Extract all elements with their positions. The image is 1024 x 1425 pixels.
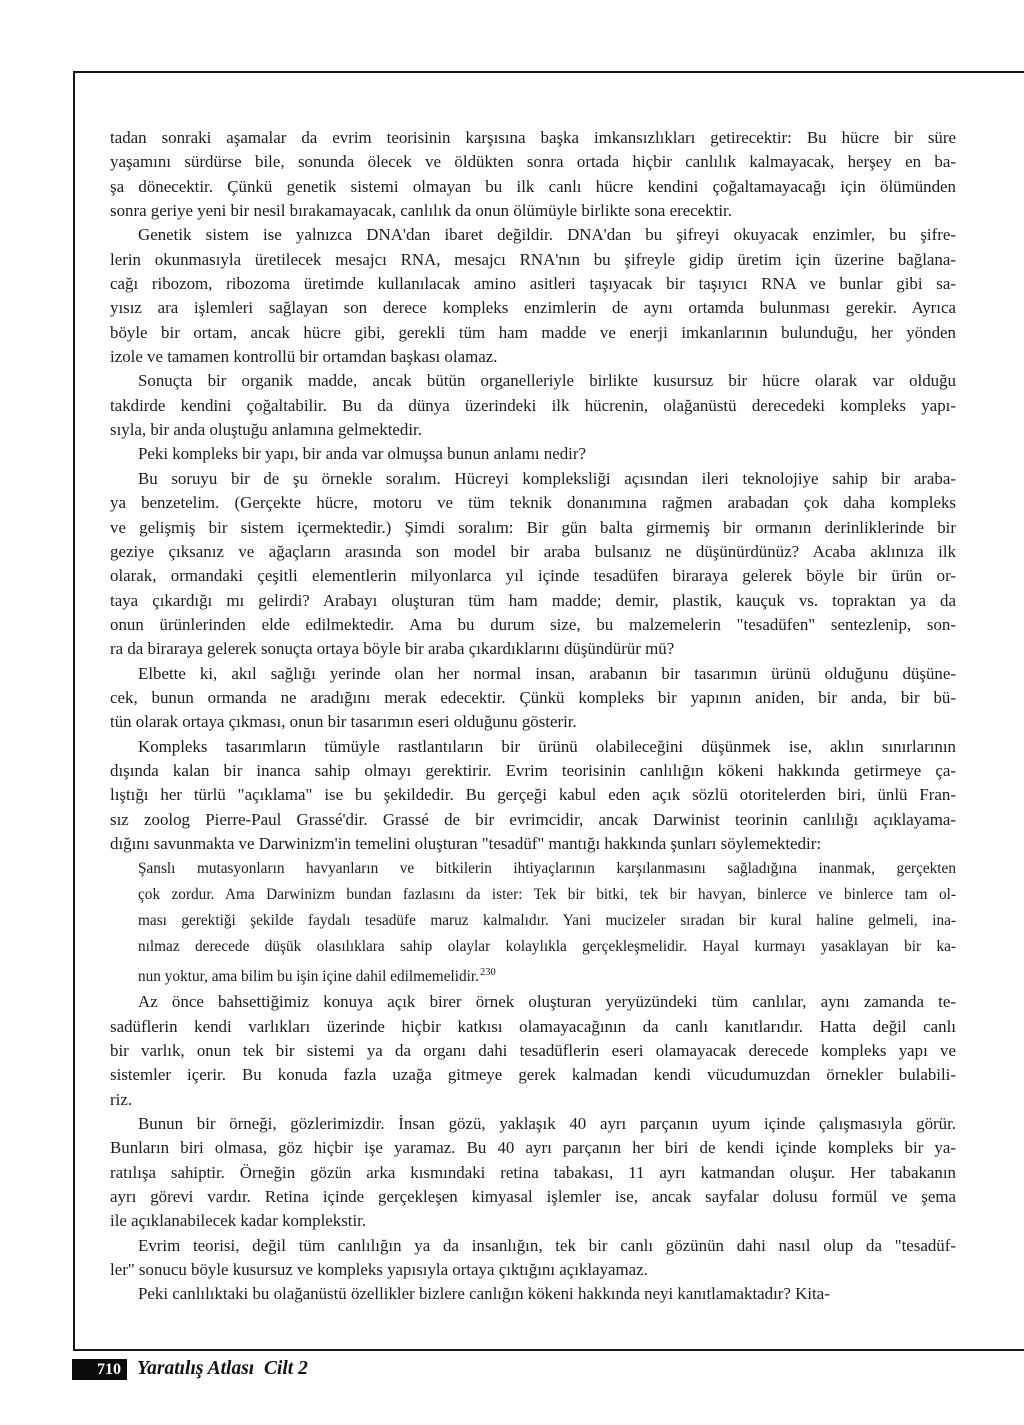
body-text — [110, 126, 956, 1307]
text-line: şa dönecektir. Çünkü genetik sistemi olmayan bu ilk canlı hücre kendini çoğaltamayacağı için ölümünden — [110, 176, 956, 196]
text-line: sız zoolog Pierre-Paul Grassé'dir. Grassé de bir evrimcidir, ancak Darwinist teorinin canlılığı açıklayama- — [110, 809, 956, 829]
paragraph — [110, 442, 956, 466]
text-line: Bunların biri olmasa, göz hiçbir işe yaramaz. Bu 40 ayrı parçanın her biri de kendi içinde kompleks bir ya- — [110, 1138, 956, 1158]
text-line: Bu soruyu bir de şu örnekle soralım. Hücreyi kompleksliği açısından ileri teknolojiye sahip bir araba- — [138, 468, 956, 488]
text-line: bir varlık, onun tek bir sistemi ya da organı dahi tesadüflerin eseri olamayacak derecede kompleks yapı ve — [110, 1041, 956, 1060]
paragraph — [110, 223, 956, 369]
text-line: tün olarak ortaya çıkması, onun bir tasarımın eseri olduğunu gösterir. — [110, 712, 577, 732]
paragraph — [110, 1282, 956, 1306]
text-line: sadüflerin kendi varlıkları üzerinde hiçbir katkısı olamayacağının da canlı kanıtlarıdır. Hatta değil canlı — [110, 1016, 956, 1036]
text-line: ya benzetelim. (Gerçekte hücre, motoru ve tüm teknik donanımına rağmen arabadan çok daha kompleks — [110, 493, 956, 513]
text-line: Şanslı mutasyonların havyanların ve bitkilerin ihtiyaçlarının karşılanmasını sağladığına inanmak, gerçekten — [138, 860, 956, 878]
paragraph — [110, 735, 956, 857]
paragraph — [110, 369, 956, 442]
text-line: böyle bir ortam, ancak hücre gibi, gerekli tüm ham madde ve enerji imkanlarının bulunduğu, her yönden — [110, 322, 956, 342]
text-line: riz. — [110, 1089, 133, 1109]
text-line: Az önce bahsettiğimiz konuya açık birer örnek oluşturan yeryüzündeki tüm canlılar, aynı zamanda te- — [138, 992, 956, 1012]
text-line: nun yoktur, ama bilim bu işin içine dahil edilmemelidir.$^{230}$ — [138, 967, 496, 986]
text-line: yısız ara işlemleri sağlayan son derece kompleks enzimlerin de aynı ortamda bulunması gerekir. Ayrıca — [110, 298, 956, 318]
text-line: cek, bunun ormanda ne aradığını merak edecektir. Çünkü kompleks bir yapının aniden, bir anda, bir bü- — [110, 687, 956, 707]
text-line: sonra geriye yeni bir nesil bırakamayacak, canlılık da onun ölümüyle birlikte sona erecektir. — [110, 201, 732, 221]
paragraph — [110, 467, 956, 662]
text-line: Peki canlılıktaki bu olağanüstü özellikler bizlere canlığın kökeni hakkında neyi kanıtlamaktadır? Kita- — [138, 1284, 830, 1304]
text-line: lıştığı her türlü "açıklama" ise bu şekildedir. Bu gerçeği kabul eden açık sözlü otoritelerden biri, ünlü Fran- — [110, 785, 956, 805]
text-line: ve gelişmiş bir sistem içermektedir.) Şimdi soralım: Bir gün balta girmemiş bir ormanın derinliklerinde bir — [110, 517, 956, 537]
text-line: yaşamını sürdürse bile, sonunda ölecek ve öldükten sonra ortada hiçbir canlılık kalmayacak, herşey en ba- — [110, 152, 956, 172]
text-line: lerin okunmasıyla üretilecek mesajcı RNA, mesajcı RNA'nın bu şifreyle gidip üretim için üzerine bağlana- — [110, 249, 956, 269]
text-line: ra da biraraya gelerek sonuçta ortaya böyle bir araba çıkardıklarını düşündürür mü? — [110, 639, 675, 659]
paragraph — [110, 1234, 956, 1283]
text-line: Peki kompleks bir yapı, bir anda var olmuşsa bunun anlamı nedir? — [138, 444, 586, 464]
text-line: tadan sonraki aşamalar da evrim teorisinin karşısına başka imkansızlıkları getirecektir: Bu hücre bir süre — [110, 128, 956, 147]
text-line: dığını savunmakta ve Darwinizm'in temelini oluşturan "tesadüf" mantığı hakkında şunları söylemektedir: — [110, 833, 822, 853]
text-line: sıyla, bir anda oluştuğu anlamına gelmektedir. — [110, 420, 422, 440]
text-line: Elbette ki, akıl sağlığı yerinde olan her normal insan, arabanın bir tasarımın ürünü olduğunu düşüne- — [138, 663, 956, 683]
block-quote — [138, 856, 956, 990]
paragraph — [110, 662, 956, 735]
page-number: 710 — [97, 1360, 121, 1378]
text-line: Bunun bir örneği, gözlerimizdir. İnsan gözü, yaklaşık 40 ayrı parçanın uyum içinde çalışmasıyla görür. — [138, 1114, 956, 1134]
text-line: ile açıklanabilecek kadar komplekstir. — [110, 1211, 367, 1231]
text-line: Sonuçta bir organik madde, ancak bütün organelleriyle birlikte kusursuz bir hücre olarak var olduğu — [138, 371, 956, 391]
text-line: Evrim teorisi, değil tüm canlılığın ya da insanlığın, tek bir canlı gözünün dahi nasıl olup da "tesadüf- — [138, 1235, 956, 1255]
text-line: sistemler içerir. Bu konuda fazla uzağa gitmeye gerek kalmadan kendi vücudumuzdan örnekler bulabili- — [110, 1065, 956, 1085]
text-line: izole ve tamamen kontrollü bir ortamdan başkası olamaz. — [110, 347, 498, 367]
footnote-marker: 230 — [479, 967, 496, 979]
text-line: takdirde kendini çoğaltabilir. Bu da dünya üzerindeki ilk hücrenin, olağanüstü derecedeki kompleks yapı- — [110, 395, 956, 415]
page-number-badge — [72, 1359, 127, 1380]
text-line: ması gerektiği şekilde faydalı tesadüfe maruz kalmalıdır. Yani mucizeler sıradan bir kural haline gelmeli, ina- — [138, 912, 956, 930]
text-line: nılmaz derecede düşük olasılıklara sahip olaylar kolaylıkla gerçekleşmelidir. Hayal kurmayı yasaklayan bir ka- — [138, 938, 956, 956]
text-line: ratılışa sahiptir. Örneğin gözün arka kısmındaki retina tabakası, 11 ayrı katmandan oluşur. Her tabakanın — [110, 1162, 956, 1182]
text-line: cağı ribozom, ribozoma üretimde kullanılacak amino asitleri taşıyacak bir taşıyıcı RNA ve bunlar gibi sa- — [110, 274, 956, 294]
text-line: çok zordur. Ama Darwinizm bundan fazlasını da ister: Tek bir bitki, tek bir havyan, binlerce ve binlerce tam ol- — [138, 886, 956, 904]
text-line: ler" sonucu böyle kusursuz ve kompleks yapısıyla ortaya çıktığını açıklayamaz. — [110, 1260, 648, 1280]
text-line: taya çıkardığı mı gelirdi? Arabayı oluşturan tüm ham madde; demir, plastik, kauçuk vs. topraktan ya da — [110, 590, 956, 610]
paragraph — [110, 990, 956, 1112]
text-line: dışında kalan bir inanca sahip olmayı gerektirir. Evrim teorisinin canlılığın kökeni hakkında getirmeye ça- — [110, 760, 956, 780]
text-line: Kompleks tasarımların tümüyle rastlantıların bir ürünü olabileceğini düşünmek ise, aklın sınırlarının — [138, 736, 956, 756]
footer — [72, 1358, 308, 1380]
book-title: Yaratılış Atlası Cilt 2 — [137, 1358, 308, 1379]
text-line: geziye çıksanız ve ağaçların arasında son model bir araba bulsanız ne düşünürdünüz? Acaba aklınıza ilk — [110, 541, 956, 561]
text-line: ayrı görevi vardır. Retina içinde gerçekleşen kimyasal işlemler ise, ancak sayfalar dolusu formül ve şema — [110, 1187, 956, 1207]
paragraph — [110, 126, 956, 223]
text-line: olarak, ormandaki çeşitli elementlerin milyonlarca yıl içinde tesadüfen biraraya gelerek böyle bir ürün or- — [110, 566, 956, 586]
text-line: onun ürünlerinden elde edilmektedir. Ama bu durum size, bu malzemelerin "tesadüfen" sentezlenip, son- — [110, 614, 956, 634]
paragraph — [110, 1112, 956, 1234]
text-line: Genetik sistem ise yalnızca DNA'dan ibaret değildir. DNA'dan bu şifreyi okuyacak enzimler, bu şifre- — [138, 225, 956, 245]
